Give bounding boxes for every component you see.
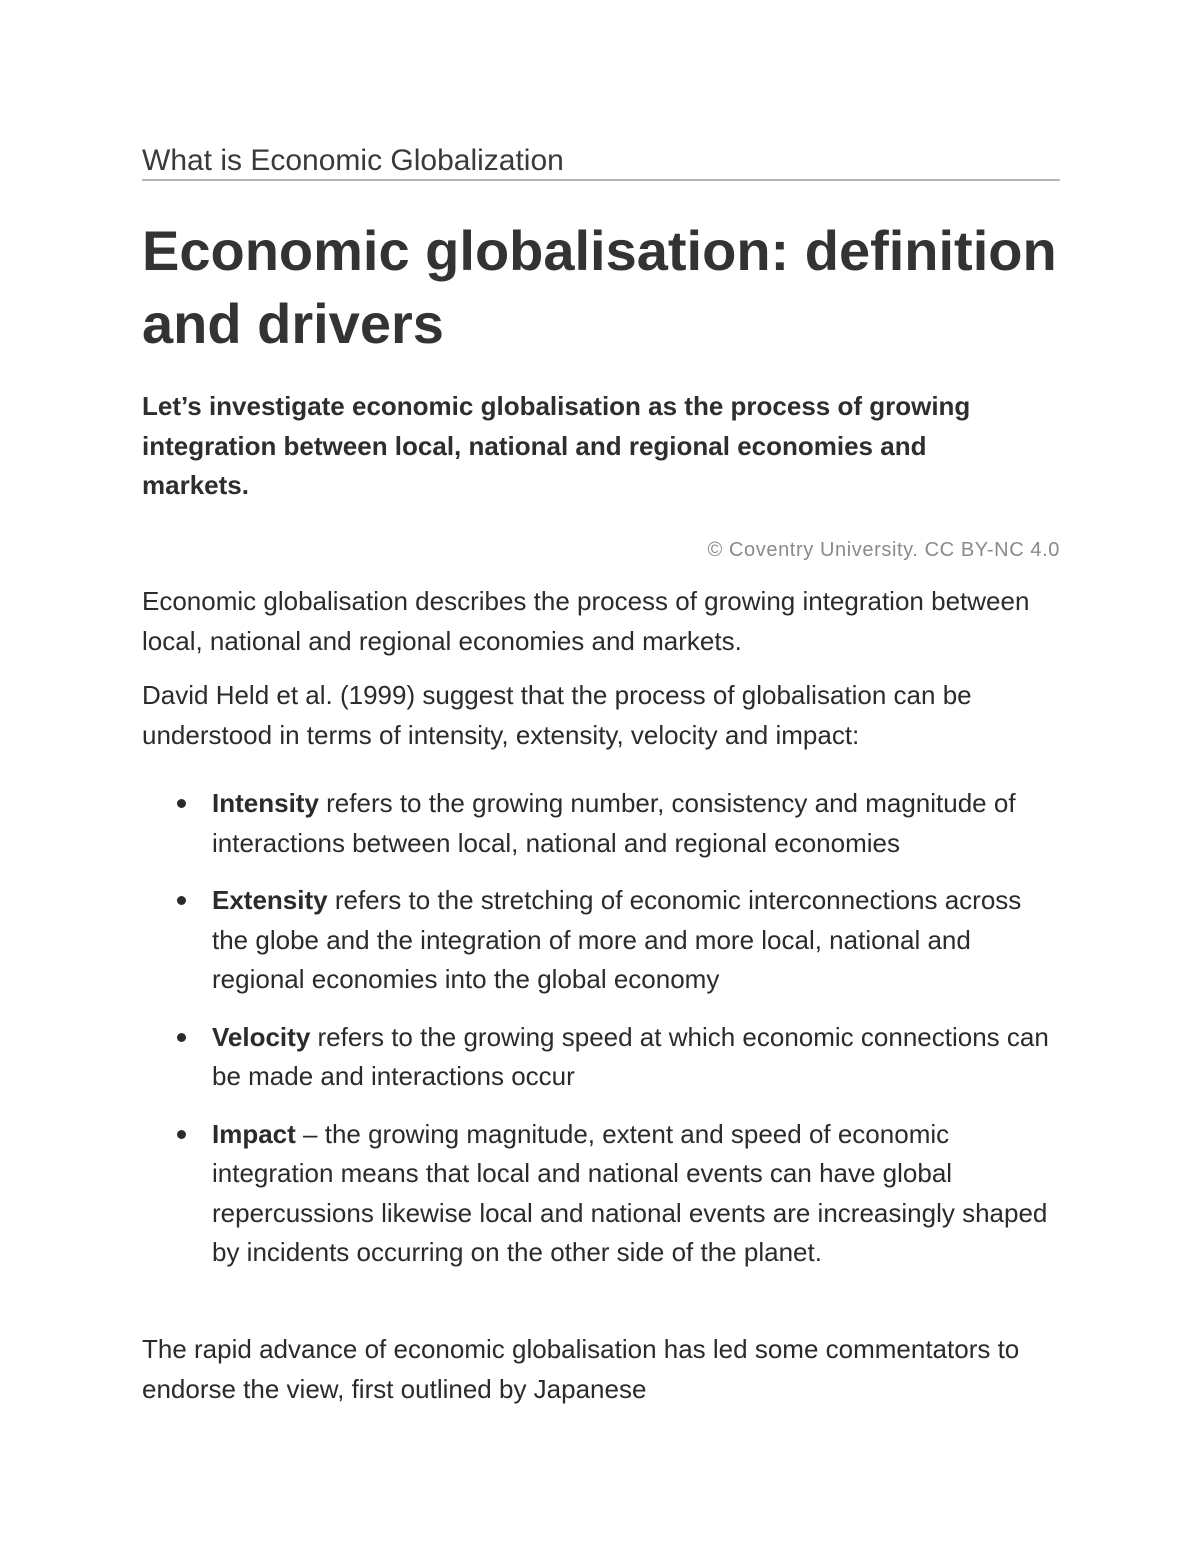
article-headline: Economic globalisation: definition and drivers: [142, 219, 1057, 355]
term-description: refers to the growing number, consistency and magnitude of interactions between local, national and regional economies: [212, 788, 1016, 858]
bullet-dot-icon: [177, 1130, 186, 1139]
term-label: Extensity: [212, 885, 328, 915]
list-item-velocity: [142, 1018, 1060, 1097]
bullet-dot-icon: [177, 1033, 186, 1042]
drivers-list: [142, 784, 1060, 1273]
paragraph-definition: Economic globalisation describes the process of growing integration between local, national and regional economies and markets.: [142, 586, 1030, 656]
paragraph-commentators: The rapid advance of economic globalisation has led some commentators to endorse the view, first outlined by Japanese: [142, 1334, 1020, 1404]
list-item-extensity: [142, 881, 1060, 1000]
term-label: Velocity: [212, 1021, 311, 1052]
list-item-intensity: [142, 784, 1060, 863]
bullet-dot-icon: [177, 799, 186, 808]
image-credit: © Coventry University. CC BY-NC 4.0: [707, 539, 1060, 561]
article-lead: Let’s investigate economic globalisation as the process of growing integration between local, national and regional economies and markets.: [142, 391, 971, 500]
term-description: – the growing magnitude, extent and speed of economic integration means that local and national events can have global repercussions likewise local and national events are increasingly shaped by incidents occurring on the other side of the planet.: [212, 1118, 1048, 1267]
bullet-dot-icon: [177, 896, 186, 905]
term-label: Intensity: [212, 788, 319, 818]
term-description: refers to the growing speed at which economic connections can be made and interactions occur: [212, 1021, 1049, 1091]
term-description: refers to the stretching of economic interconnections across the globe and the integration of more and more local, national and regional economies into the global economy: [212, 885, 1022, 994]
list-item-impact: [142, 1115, 1060, 1273]
section-divider: [142, 179, 1060, 181]
section-title: What is Economic Globalization: [142, 144, 564, 177]
term-label: Impact: [212, 1118, 296, 1149]
paragraph-held: David Held et al. (1999) suggest that the process of globalisation can be understood in terms of intensity, extensity, velocity and impact:: [142, 680, 972, 750]
